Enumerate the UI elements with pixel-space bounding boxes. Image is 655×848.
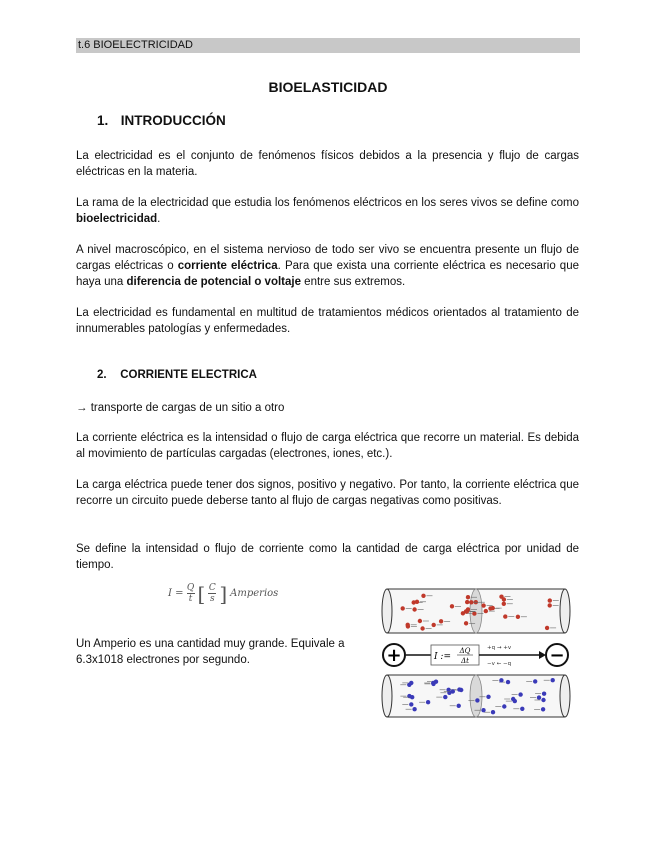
plus-sign: + — [386, 645, 402, 666]
positive-charge — [406, 624, 410, 628]
negative-charge — [431, 682, 435, 686]
negative-charge — [541, 698, 545, 702]
bold-term-bioelectricidad: bioelectricidad — [76, 213, 158, 225]
text-run: La rama de la electricidad que estudia los fenómenos eléctricos en los seres vivos se define como — [76, 197, 579, 209]
positive-charge — [412, 607, 416, 611]
negative-charge — [457, 687, 461, 691]
negative-charge — [443, 695, 447, 699]
equation-row — [383, 644, 568, 667]
intro-paragraph-3 — [76, 242, 579, 290]
negative-charge — [513, 699, 517, 703]
negative-charge — [457, 704, 461, 708]
text-run: . Para que exista una corriente eléctrica es necesario que haya una — [76, 260, 579, 288]
equation-lhs: I := — [434, 652, 451, 662]
negative-charge — [410, 695, 414, 699]
negative-charge — [533, 679, 537, 683]
positive-charge — [491, 606, 495, 610]
positive-charge — [466, 595, 470, 599]
header-label: t.6 BIOELECTRICIDAD — [78, 39, 193, 51]
positive-charge — [502, 597, 506, 601]
negative-charge — [520, 707, 524, 711]
positive-charge — [401, 606, 405, 610]
negative-charge — [518, 692, 522, 696]
positive-charge — [420, 626, 424, 630]
negative-charge — [481, 708, 485, 712]
header-bar — [76, 38, 580, 53]
negative-charge — [506, 680, 510, 684]
text-run: entre sus extremos. — [300, 276, 406, 288]
positive-charge — [418, 619, 422, 623]
ampere-note: Un Amperio es una cantidad muy grande. Equivale a 6.3x1018 electrones por segundo. — [76, 638, 345, 666]
intensity-formula: I = $\frac{Q}{t}$ [ $\frac{C}{s}$ ] Amperios — [168, 581, 279, 606]
formula-fraction — [187, 583, 195, 604]
formula-lhs: I = — [168, 588, 184, 599]
formula-numerator: Q — [186, 583, 195, 593]
negative-charge — [409, 702, 413, 706]
section-1-title: INTRODUCCIÓN — [120, 113, 226, 128]
negative-charge-cylinder — [382, 675, 570, 717]
formula-unit-numerator: C — [208, 583, 216, 593]
positive-charge — [481, 603, 485, 607]
negative-charge — [486, 695, 490, 699]
document-title: BIOELASTICIDAD — [268, 79, 388, 95]
positive-charge — [439, 619, 443, 623]
negative-charge — [502, 704, 506, 708]
section-1-heading — [97, 113, 226, 128]
negative-charge — [426, 700, 430, 704]
positive-charge — [548, 598, 552, 602]
positive-charge — [516, 615, 520, 619]
positive-charge — [472, 611, 476, 615]
formula-unit-word: Amperios — [230, 588, 279, 599]
negative-charge — [537, 695, 541, 699]
equation-numerator: ΔQ — [459, 647, 471, 655]
positive-charge — [545, 626, 549, 630]
positive-charge-cylinder — [382, 589, 570, 633]
current-paragraph-3: Se define la intensidad o flujo de corriente como la cantidad de carga eléctrica por unidad de tiempo. — [76, 543, 579, 571]
negative-charge — [541, 707, 545, 711]
section-2-heading — [97, 369, 257, 381]
minus-sign: − — [549, 645, 565, 666]
section-2-title: CORRIENTE ELECTRICA — [120, 369, 257, 381]
current-paragraph-2: La carga eléctrica puede tener dos signos, positivo y negativo. Por tanto, la corriente eléctrica que recorre un circuito puede deberse tanto al flujo de cargas negativas como positivas. — [76, 479, 579, 507]
current-diagram — [379, 585, 575, 720]
positive-charge — [548, 603, 552, 607]
section-1-number: 1. — [97, 113, 109, 128]
formula-unit-fraction — [208, 583, 216, 604]
top-arrow-label: +q → +v — [487, 645, 512, 651]
section-2-number: 2. — [97, 369, 107, 381]
bottom-arrow-label: −v ← −q — [487, 661, 512, 667]
positive-charge — [465, 600, 469, 604]
negative-charge — [551, 678, 555, 682]
positive-charge — [415, 600, 419, 604]
transport-line: → transporte de cargas de un sitio a otro — [76, 402, 285, 414]
intro-paragraph-4: La electricidad es fundamental en multitud de tratamientos médicos orientados al tratamiento de innumerables patologías y enfermedades. — [76, 307, 579, 335]
negative-charge — [491, 710, 495, 714]
bold-term-voltaje: diferencia de potencial o voltaje — [126, 276, 301, 288]
formula-unit-denominator: s — [210, 594, 215, 604]
positive-charge — [421, 594, 425, 598]
positive-charge — [464, 621, 468, 625]
text-run: A nivel macroscópico, en el sistema nervioso de todo ser vivo se encuentra presente un flujo de cargas eléctricas o — [76, 244, 579, 272]
negative-charge — [451, 689, 455, 693]
intro-paragraph-1: La electricidad es el conjunto de fenómenos físicos debidos a la presencia y flujo de cargas eléctricas en la materia. — [76, 150, 579, 178]
negative-charge — [475, 698, 479, 702]
negative-charge — [542, 692, 546, 696]
formula-denominator: t — [188, 594, 193, 604]
negative-charge — [409, 681, 413, 685]
positive-charge — [502, 602, 506, 606]
bold-term-corriente: corriente eléctrica — [177, 260, 278, 272]
positive-charge — [469, 600, 473, 604]
intro-paragraph-2 — [76, 195, 579, 227]
text-run: . — [157, 213, 161, 225]
positive-charge — [503, 614, 507, 618]
negative-charge — [412, 707, 416, 711]
negative-charge — [499, 678, 503, 682]
equation-denominator: Δt — [461, 657, 469, 665]
current-paragraph-1: La corriente eléctrica es la intensidad o flujo de carga eléctrica que recorre un material. Es debida al movimiento de partículas cargadas (electrones, iones, etc.). — [76, 432, 579, 460]
positive-charge — [484, 609, 488, 613]
positive-charge — [466, 607, 470, 611]
positive-charge — [450, 604, 454, 608]
positive-charge — [432, 623, 436, 627]
